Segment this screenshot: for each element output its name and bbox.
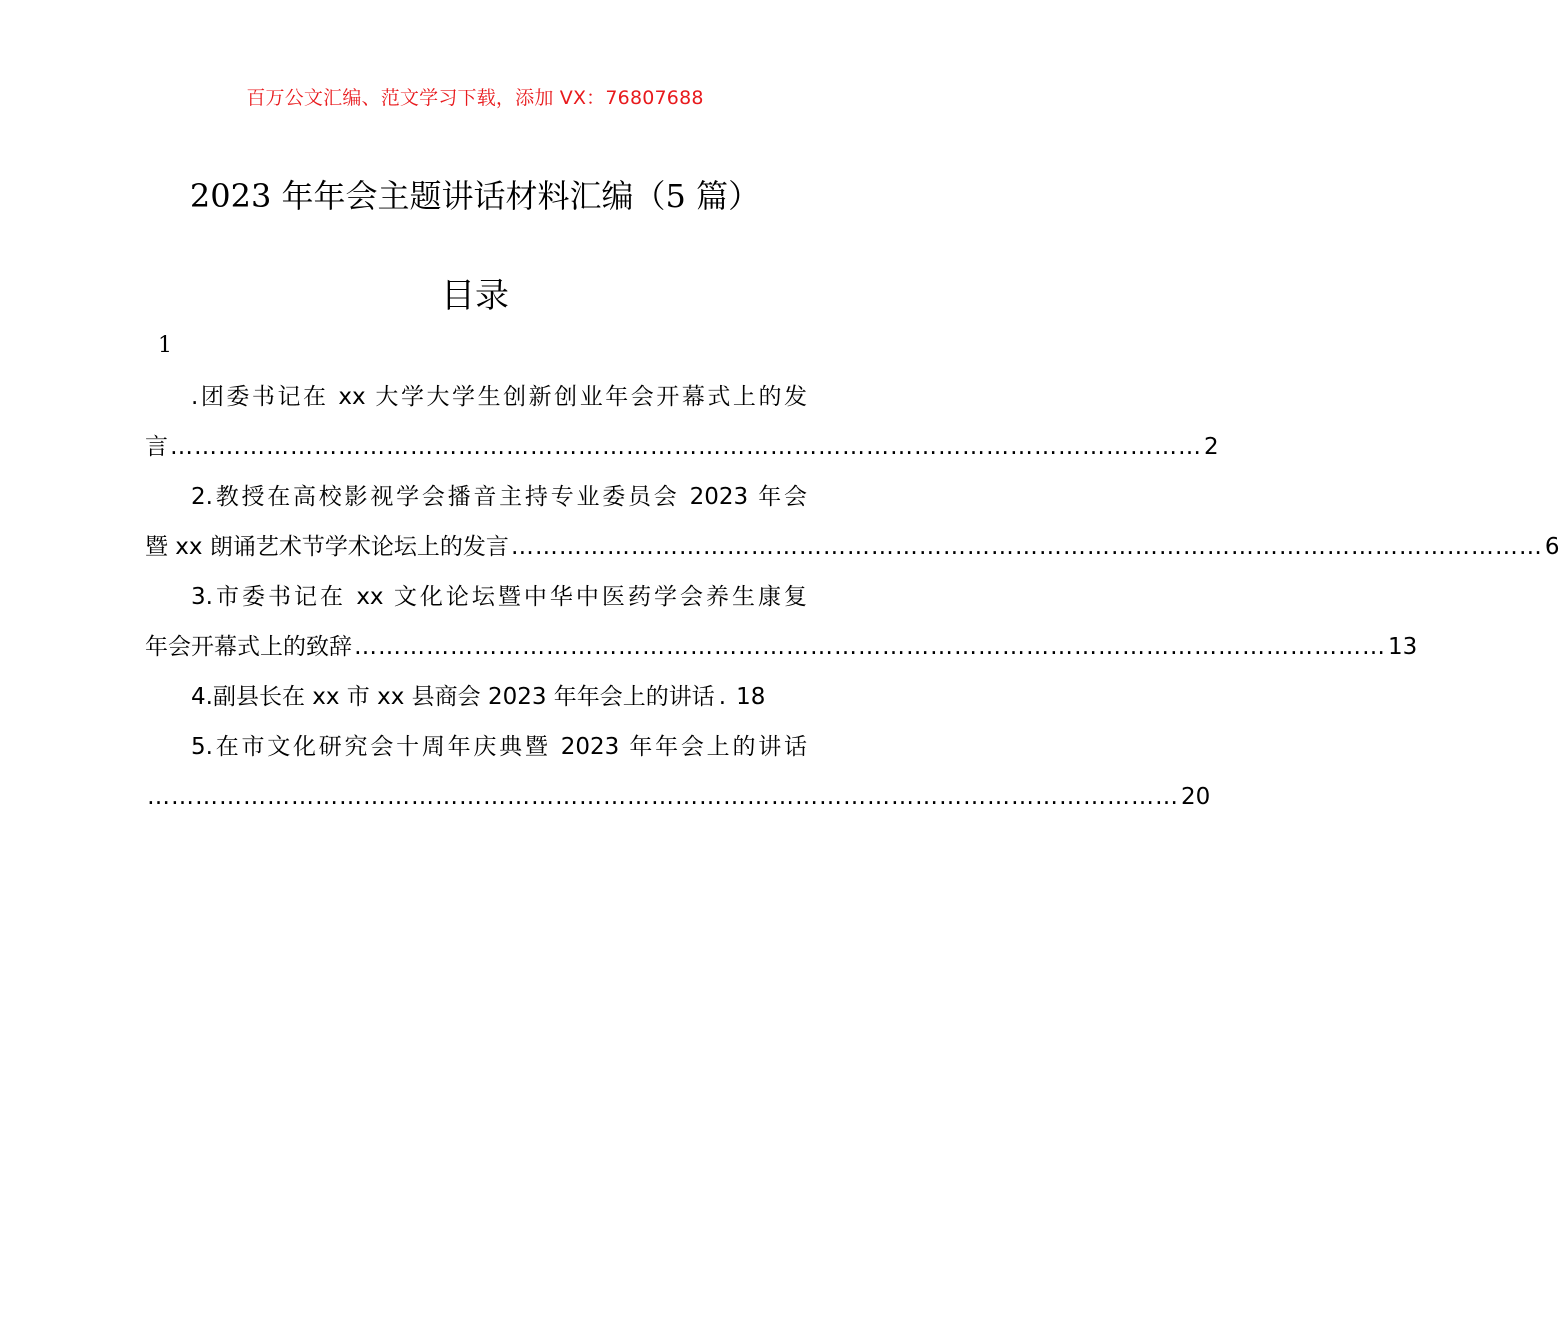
toc-entry-page: 6 [1544, 534, 1560, 560]
toc-entry-title: 3.市委书记在 xx 文化论坛暨中华中医药学会养生康复 [191, 584, 807, 610]
header-note: 百万公文汇编、范文学习下载，添加 VX：76807688 [246, 87, 704, 109]
document-title: 2023 年年会主题讲话材料汇编（5 篇） [189, 177, 761, 215]
table-of-contents [145, 372, 1560, 822]
dot-leader: ………………………………………………………………………………………………………………… [170, 434, 1202, 460]
dot-leader: ………………………………………………………………………………………………………………… [147, 784, 1179, 810]
toc-entry-page: 18 [736, 684, 766, 710]
toc-entry-4[interactable] [145, 672, 807, 722]
dot-leader: ………………………………………………………………………………………………………………… [510, 534, 1543, 560]
toc-heading: 目录 [441, 276, 509, 316]
toc-entry-title-continued: 年会开幕式上的致辞 [145, 634, 352, 660]
toc-entry-title-continued: 暨 xx 朗诵艺术节学术论坛上的发言 [145, 534, 509, 560]
toc-entry-2[interactable] [145, 472, 1560, 572]
toc-entry-page: 20 [1181, 784, 1211, 810]
toc-entry-5[interactable] [145, 722, 1211, 822]
toc-entry-title: .团委书记在 xx 大学大学生创新创业年会开幕式上的发 [191, 384, 807, 410]
dot-leader: ………………………………………………………………………………………………………………… [354, 634, 1386, 660]
toc-entry-page: 2 [1204, 434, 1219, 460]
dot-leader: . [718, 684, 727, 710]
toc-entry-title-continued: 言 [145, 434, 168, 460]
toc-entry-page: 13 [1388, 634, 1418, 660]
toc-entry-1[interactable] [145, 372, 1219, 472]
stray-number: 1 [158, 333, 172, 358]
toc-entry-title: 2.教授在高校影视学会播音主持专业委员会 2023 年会 [191, 484, 807, 510]
toc-entry-title: 5.在市文化研究会十周年庆典暨 2023 年年会上的讲话 [191, 734, 807, 760]
toc-entry-3[interactable] [145, 572, 1418, 672]
toc-entry-title: 4.副县长在 xx 市 xx 县商会 2023 年年会上的讲话 [191, 684, 715, 710]
